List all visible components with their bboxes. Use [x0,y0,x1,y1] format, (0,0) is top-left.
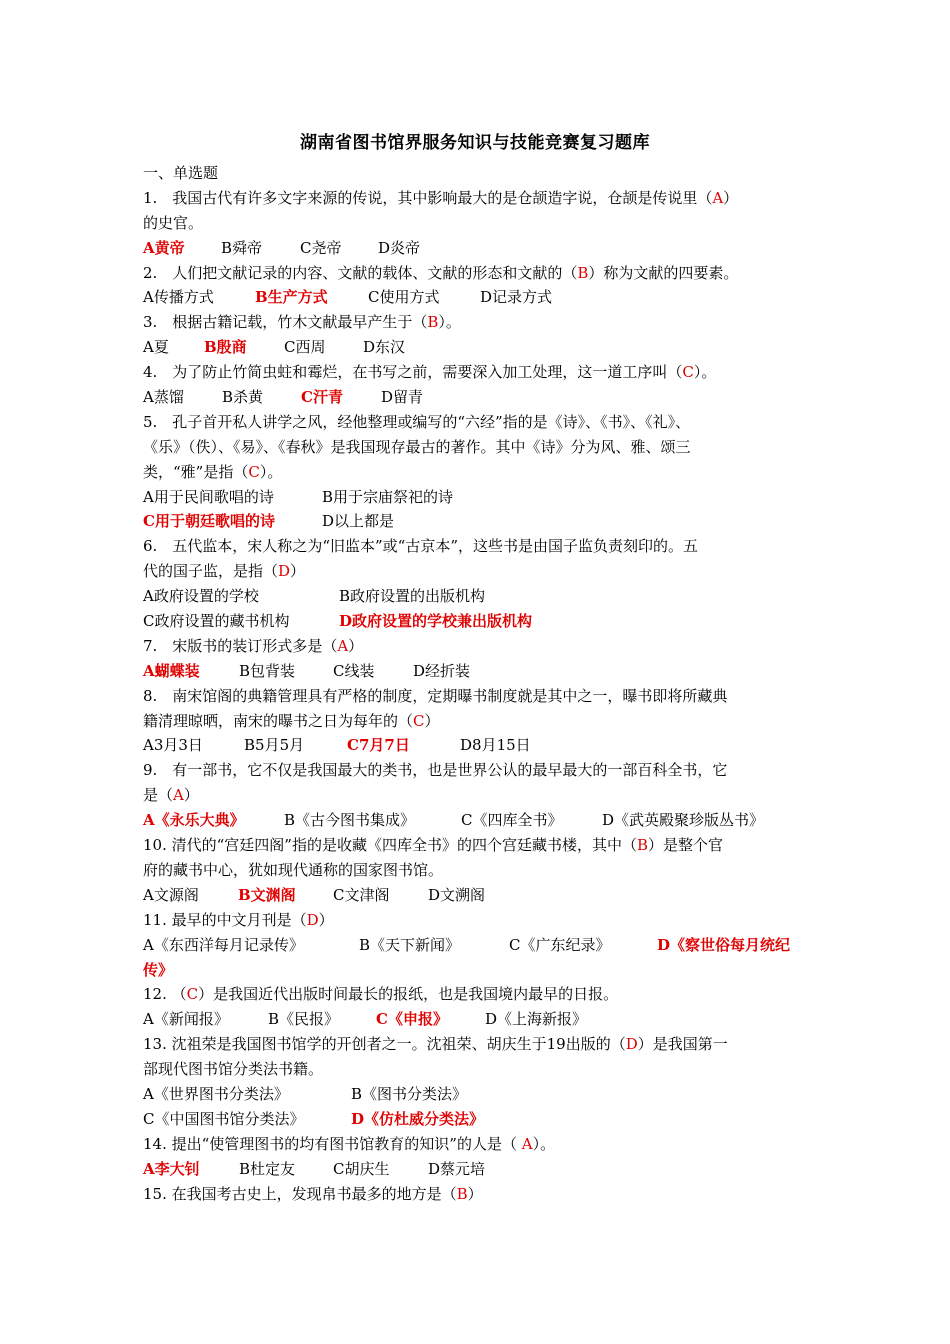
question-text [143,758,813,783]
option: A3月3日 [143,736,203,755]
question-text-segment: 6. 五代监本，宋人称之为“旧监本”或“古京本”，这些书是由国子监负责刻印的。五 [143,537,698,556]
option: C尧帝 [300,238,342,257]
option: C文津阁 [333,885,390,904]
question-text-segment: 部现代图书馆分类法书籍。 [143,1060,324,1079]
option: A《世界图书分类法》 [143,1084,289,1103]
option: D《上海新报》 [485,1010,588,1029]
option: A《新闻报》 [143,1010,229,1029]
question-text-segment: ） [290,562,306,581]
correct-option: B殷商 [204,338,247,357]
correct-option: D《察世俗每月统纪 [657,935,791,954]
option: D蔡元培 [428,1159,486,1178]
option: B《天下新闻》 [359,935,461,954]
correct-option: B生产方式 [255,288,328,307]
option-row [143,1157,813,1182]
option: C政府设置的藏书机构 [143,612,290,631]
question-text-segment: ）。 [693,363,717,382]
correct-option: A《永乐大典》 [143,811,245,830]
question-text-segment: 《乐》（佚）、《易》、《春秋》是我国现存最古的著作。其中《诗》分为风、雅、颂三 [143,437,691,456]
option: C《中国图书馆分类法》 [143,1109,305,1128]
question-text [143,360,813,385]
answer-letter: C [248,462,260,481]
option: A蒸馏 [143,388,184,407]
option-row [143,733,813,758]
answer-letter: A [337,636,349,655]
question-text [143,410,813,435]
option: C线装 [333,661,375,680]
option: A传播方式 [143,288,214,307]
question-text [143,435,813,460]
question-text-segment: ）是我国近代出版时间最长的报纸，也是我国境内最早的日报。 [198,985,619,1004]
question-text-segment: ）。 [259,462,283,481]
question-text-segment: 类，“雅”是指（ [143,462,249,481]
answer-letter: C [186,985,199,1004]
correct-option: A李大钊 [143,1159,200,1178]
question-text-segment: 13. 沈祖荣是我国图书馆学的开创者之一。沈祖荣、胡庆生于19出版的（ [143,1035,626,1054]
answer-letter: B [636,836,648,855]
question-text-segment: ）。 [532,1134,556,1153]
option: D记录方式 [480,288,553,307]
option: B杜定友 [239,1159,296,1178]
question-text-segment: ） [183,786,199,805]
answer-letter: A [521,1134,533,1153]
option: B5月5月 [244,736,305,755]
question-text-segment: 是（ [143,786,174,805]
option: A政府设置的学校 [143,587,259,606]
question-text-segment: 2. 人们把文献记录的内容、文献的载体、文献的形态和文献的（ [143,263,578,282]
question-text-segment: ）称为文献的四要素。 [588,263,739,282]
option-row [143,1107,813,1132]
option-row [143,385,813,410]
option: D《武英殿聚珍版丛书》 [602,811,765,830]
option-row [143,933,813,958]
answer-letter: D [625,1035,638,1054]
option: C西周 [284,338,326,357]
question-text-segment: 11. 最早的中文月刊是（ [143,910,307,929]
question-text-segment: 12. （ [143,985,187,1004]
option-row [143,1082,813,1107]
question-text [143,186,813,211]
option-row [143,808,813,833]
question-text [143,982,813,1007]
correct-option: C汗青 [301,388,343,407]
question-text-segment: 9. 有一部书，它不仅是我国最大的类书，也是世界公认的最早最大的一部百科全书，它 [143,761,728,780]
option: D留青 [381,388,424,407]
option: D炎帝 [378,238,421,257]
option: D8月15日 [460,736,531,755]
question-text [143,310,813,335]
question-text-segment: 府的藏书中心，犹如现代通称的国家图书馆。 [143,860,444,879]
option-row [143,236,813,261]
question-text [143,460,813,485]
answer-letter: D [278,562,291,581]
correct-option: A蝴蝶装 [143,661,200,680]
question-text-segment: ）是我国第一 [637,1035,728,1054]
question-text [143,261,813,286]
correct-option: B文渊阁 [238,885,296,904]
question-text-segment: ）。 [438,313,461,332]
question-text-segment: ） [467,1184,483,1203]
option: D文溯阁 [428,885,486,904]
option-row [143,1007,813,1032]
question-text [143,1132,813,1157]
option: D经折装 [413,661,471,680]
question-text [143,1032,813,1057]
option: B《民报》 [268,1010,340,1029]
option: B舜帝 [221,238,263,257]
question-text-segment: 4. 为了防止竹简虫蛀和霉烂，在书写之前，需要深入加工处理，这一道工序叫（ [143,363,683,382]
question-text-segment: ） [723,188,739,207]
page-title: 湖南省图书馆界服务知识与技能竞赛复习题库 [300,133,650,153]
answer-letter: C [682,363,694,382]
question-text [143,858,813,883]
option-row [143,883,813,908]
correct-option: C《申报》 [376,1010,448,1029]
option: D东汉 [363,338,406,357]
question-text-segment: 7. 宋版书的装订形式多是（ [143,636,338,655]
question-text-segment: ） [424,711,440,730]
answer-letter: C [413,711,425,730]
correct-option-continuation: 传》 [143,960,174,979]
option-row [143,509,813,534]
question-text [143,211,813,236]
option: B包背装 [239,661,296,680]
question-text-segment: 1. 我国古代有许多文字来源的传说，其中影响最大的是仓颉造字说，仓颉是传说里（ [143,188,713,207]
answer-letter: B [577,263,589,282]
option: C使用方式 [368,288,440,307]
question-text [143,709,813,734]
question-text-segment: 代的国子监，是指（ [143,562,279,581]
correct-option: D政府设置的学校兼出版机构 [339,612,533,631]
question-text-segment: 15. 在我国考古史上，发现帛书最多的地方是（ [143,1184,457,1203]
option: A文源阁 [143,885,199,904]
option: B杀黄 [222,388,264,407]
option-row [143,659,813,684]
question-text-segment: 8. 南宋馆阁的典籍管理具有严格的制度，定期曝书制度就是其中之一，曝书即将所藏典 [143,686,728,705]
correct-option: A黄帝 [143,238,185,257]
question-text-segment: ） [318,910,334,929]
question-text-segment: 5. 孔子首开私人讲学之风，经他整理或编写的“六经”指的是《诗》、《书》、《礼》、 [143,412,691,431]
option: B用于宗庙祭祀的诗 [322,487,454,506]
question-text [143,1182,813,1207]
option: A用于民间歌唱的诗 [143,487,274,506]
question-text-segment: ）是整个官 [648,836,724,855]
question-text [143,684,813,709]
answer-letter: A [712,188,724,207]
question-text [143,1057,813,1082]
question-text-segment: 籍清理晾晒，南宋的曝书之日为每年的（ [143,711,414,730]
option: A《东西洋每月记录传》 [143,935,304,954]
question-text [143,833,813,858]
question-text [143,534,813,559]
option: C胡庆生 [333,1159,390,1178]
question-text-segment: 14. 提出“使管理图书的均有图书馆教育的知识”的人是（ [143,1134,522,1153]
answer-letter: D [306,910,319,929]
correct-option: C7月7日 [347,736,410,755]
option-row [143,485,813,510]
answer-letter: A [173,786,184,805]
answer-letter: B [427,313,439,332]
correct-option: C用于朝廷歌唱的诗 [143,512,275,531]
answer-letter: B [456,1184,468,1203]
option-row [143,335,813,360]
option: C《广东纪录》 [509,935,611,954]
option: B《图书分类法》 [351,1084,468,1103]
option-row [143,285,813,310]
option: B政府设置的出版机构 [339,587,486,606]
question-text [143,559,813,584]
question-text-segment: 3. 根据古籍记载，竹木文献最早产生于（ [143,313,428,332]
option: D以上都是 [322,512,395,531]
question-text-segment: ） [348,636,364,655]
correct-option: D《仿杜威分类法》 [351,1109,485,1128]
option-row [143,584,813,609]
section-heading: 一、单选题 [143,164,219,182]
question-text [143,908,813,933]
question-text-segment: 10. 清代的“宫廷四阁”指的是收藏《四库全书》的四个宫廷藏书楼，其中（ [143,836,637,855]
question-list [143,161,813,1206]
question-text [143,634,813,659]
question-text [143,783,813,808]
option: B《古今图书集成》 [284,811,416,830]
option: C《四库全书》 [461,811,563,830]
option-row [143,609,813,634]
question-text-segment: 的史官。 [143,213,204,232]
option: A夏 [143,338,169,357]
